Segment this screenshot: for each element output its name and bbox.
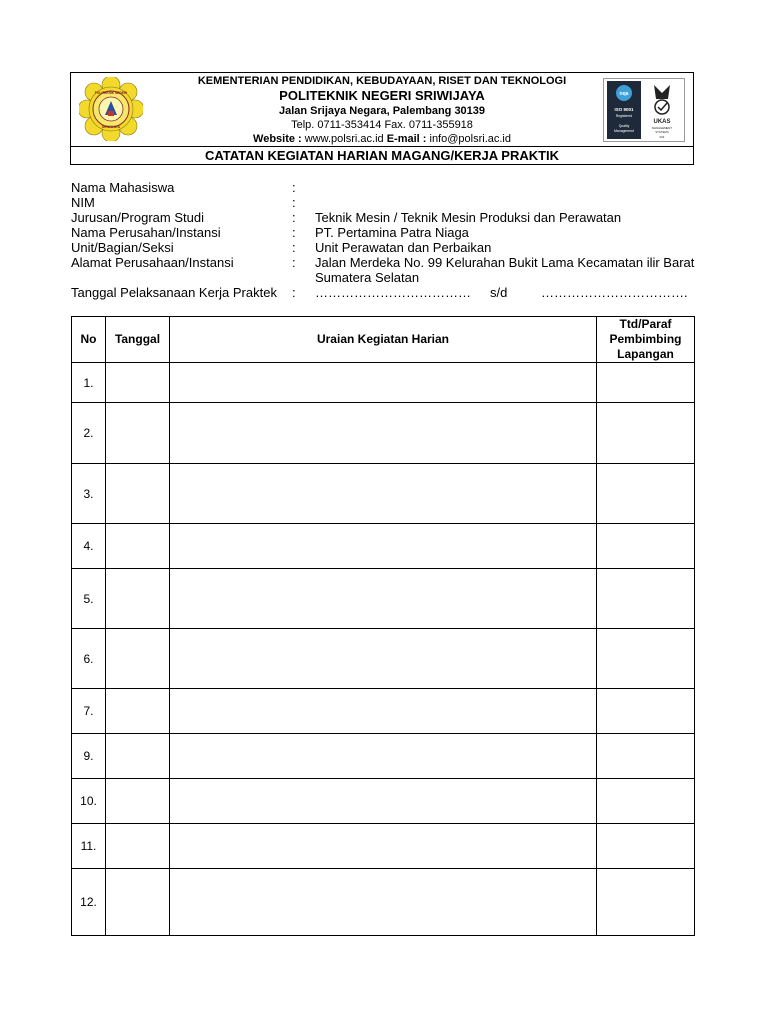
svg-text:SYSTEMS: SYSTEMS bbox=[655, 130, 669, 134]
svg-text:MANAGEMENT: MANAGEMENT bbox=[651, 126, 673, 130]
field-colon: : bbox=[292, 240, 296, 255]
email-link[interactable]: info@polsri.ac.id bbox=[429, 133, 511, 145]
row-number: 2. bbox=[72, 403, 106, 464]
svg-text:nqa: nqa bbox=[619, 91, 629, 97]
letterhead-text bbox=[171, 75, 593, 146]
svg-text:Quality: Quality bbox=[618, 124, 630, 128]
table-row bbox=[72, 569, 695, 629]
row-number: 3. bbox=[72, 464, 106, 524]
field-label: Tanggal Pelaksanaan Kerja Praktek bbox=[71, 285, 277, 300]
svg-text:SRIWIJAYA: SRIWIJAYA bbox=[101, 125, 121, 129]
date-cell[interactable] bbox=[106, 569, 170, 629]
row-number: 10. bbox=[72, 779, 106, 824]
svg-text:Registered: Registered bbox=[615, 114, 633, 118]
field-value-alamat-line2: Sumatera Selatan bbox=[315, 270, 420, 285]
date-cell[interactable] bbox=[106, 629, 170, 689]
column-header-sign: Ttd/Paraf Pembimbing Lapangan bbox=[597, 317, 695, 363]
field-value-perusahaan: PT. Pertamina Patra Niaga bbox=[315, 225, 469, 240]
field-label: Jurusan/Program Studi bbox=[71, 210, 204, 225]
table-row bbox=[72, 824, 695, 869]
field-value-unit: Unit Perawatan dan Perbaikan bbox=[315, 240, 492, 255]
row-number: 12. bbox=[72, 869, 106, 936]
table-row bbox=[72, 524, 695, 569]
field-label: NIM bbox=[71, 195, 95, 210]
daily-activity-table bbox=[71, 316, 695, 936]
column-header-activity: Uraian Kegiatan Harian bbox=[170, 317, 597, 363]
email-label: E-mail : bbox=[386, 133, 427, 145]
document-title: CATATAN KEGIATAN HARIAN MAGANG/KERJA PRAKTIK bbox=[70, 146, 694, 165]
row-number: 5. bbox=[72, 569, 106, 629]
field-colon: : bbox=[292, 225, 296, 240]
signature-cell[interactable] bbox=[597, 464, 695, 524]
activity-cell[interactable] bbox=[170, 734, 597, 779]
signature-cell[interactable] bbox=[597, 403, 695, 464]
date-cell[interactable] bbox=[106, 464, 170, 524]
signature-cell[interactable] bbox=[597, 824, 695, 869]
svg-text:UKAS: UKAS bbox=[653, 119, 671, 125]
field-label: Alamat Perusahaan/Instansi bbox=[71, 255, 234, 270]
field-label: Nama Perusahan/Instansi bbox=[71, 225, 221, 240]
svg-text:POLITEKNIK NEGERI: POLITEKNIK NEGERI bbox=[94, 91, 128, 95]
table-row bbox=[72, 689, 695, 734]
row-number: 1. bbox=[72, 363, 106, 403]
activity-cell[interactable] bbox=[170, 689, 597, 734]
field-colon: : bbox=[292, 255, 296, 270]
field-colon: : bbox=[292, 195, 296, 210]
date-cell[interactable] bbox=[106, 689, 170, 734]
table-row bbox=[72, 403, 695, 464]
svg-text:ISO 9001: ISO 9001 bbox=[614, 107, 634, 112]
signature-cell[interactable] bbox=[597, 629, 695, 689]
date-cell[interactable] bbox=[106, 403, 170, 464]
website-link[interactable]: www.polsri.ac.id bbox=[304, 133, 384, 145]
field-row bbox=[71, 210, 696, 225]
field-label: Nama Mahasiswa bbox=[71, 180, 175, 195]
date-cell[interactable] bbox=[106, 869, 170, 936]
signature-cell[interactable] bbox=[597, 869, 695, 936]
field-colon: : bbox=[292, 210, 296, 225]
institution-address: Jalan Srijaya Negara, Palembang 30139 bbox=[278, 105, 486, 117]
date-cell[interactable] bbox=[106, 824, 170, 869]
column-header-date: Tanggal bbox=[106, 317, 170, 363]
table-row bbox=[72, 779, 695, 824]
field-label: Unit/Bagian/Seksi bbox=[71, 240, 174, 255]
letterhead bbox=[70, 72, 694, 147]
row-number: 11. bbox=[72, 824, 106, 869]
signature-cell[interactable] bbox=[597, 779, 695, 824]
field-value-jurusan: Teknik Mesin / Teknik Mesin Produksi dan Perawatan bbox=[315, 210, 622, 225]
field-value-alamat: Jalan Merdeka No. 99 Kelurahan Bukit Lama Kecamatan ilir Barat bbox=[315, 255, 695, 270]
field-row bbox=[71, 225, 696, 240]
table-row bbox=[72, 629, 695, 689]
table-header-row bbox=[72, 317, 695, 363]
signature-cell[interactable] bbox=[597, 689, 695, 734]
field-row bbox=[71, 195, 696, 210]
activity-cell[interactable] bbox=[170, 824, 597, 869]
institution-phone: Telp. 0711-353414 Fax. 0711-355918 bbox=[291, 119, 473, 131]
signature-cell[interactable] bbox=[597, 363, 695, 403]
row-number: 4. bbox=[72, 524, 106, 569]
date-cell[interactable] bbox=[106, 779, 170, 824]
date-end-field[interactable]: ……………………………. bbox=[541, 285, 688, 300]
polsri-logo-icon bbox=[79, 77, 143, 141]
ministry-name: KEMENTERIAN PENDIDIKAN, KEBUDAYAAN, RISET DAN TEKNOLOGI bbox=[197, 75, 567, 87]
institution-contact bbox=[171, 132, 593, 146]
table-row bbox=[72, 363, 695, 403]
row-number: 9. bbox=[72, 734, 106, 779]
activity-cell[interactable] bbox=[170, 524, 597, 569]
certification-badges-icon bbox=[603, 78, 685, 142]
row-number: 7. bbox=[72, 689, 106, 734]
field-value-nim[interactable] bbox=[315, 195, 696, 210]
activity-cell[interactable] bbox=[170, 464, 597, 524]
activity-cell[interactable] bbox=[170, 569, 597, 629]
identity-fields bbox=[71, 180, 696, 300]
activity-cell[interactable] bbox=[170, 869, 597, 936]
svg-text:003: 003 bbox=[659, 135, 665, 139]
date-cell[interactable] bbox=[106, 524, 170, 569]
table-row bbox=[72, 464, 695, 524]
field-value-nama-mahasiswa[interactable] bbox=[315, 180, 696, 195]
field-colon: : bbox=[292, 285, 296, 300]
institution-name: POLITEKNIK NEGERI SRIWIJAYA bbox=[279, 88, 485, 103]
row-number: 6. bbox=[72, 629, 106, 689]
field-colon: : bbox=[292, 180, 296, 195]
signature-cell[interactable] bbox=[597, 569, 695, 629]
date-separator: s/d bbox=[490, 285, 508, 300]
svg-text:Management: Management bbox=[614, 129, 634, 133]
signature-cell[interactable] bbox=[597, 734, 695, 779]
field-row bbox=[71, 180, 696, 195]
signature-cell[interactable] bbox=[597, 524, 695, 569]
activity-cell[interactable] bbox=[170, 403, 597, 464]
date-cell[interactable] bbox=[106, 363, 170, 403]
date-start-field[interactable]: ……………………………… bbox=[315, 285, 471, 300]
date-cell[interactable] bbox=[106, 734, 170, 779]
table-row bbox=[72, 734, 695, 779]
field-row-dates bbox=[71, 285, 696, 300]
website-label: Website : bbox=[253, 133, 302, 145]
field-row bbox=[71, 240, 696, 255]
field-row bbox=[71, 255, 696, 285]
activity-cell[interactable] bbox=[170, 779, 597, 824]
table-row bbox=[72, 869, 695, 936]
column-header-no: No bbox=[72, 317, 106, 363]
activity-cell[interactable] bbox=[170, 629, 597, 689]
activity-cell[interactable] bbox=[170, 363, 597, 403]
